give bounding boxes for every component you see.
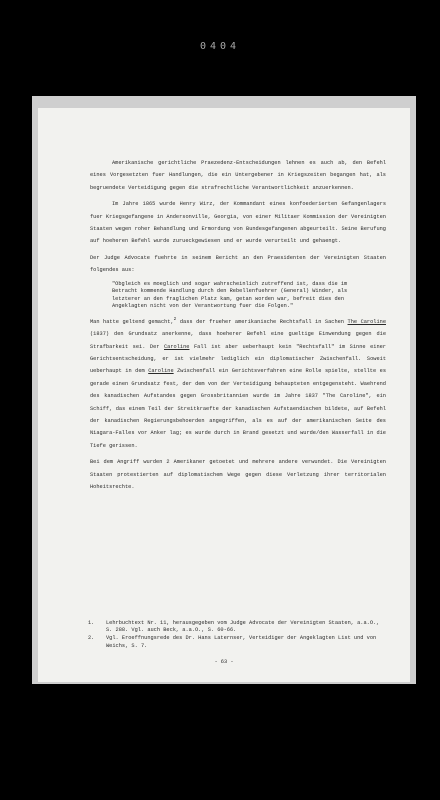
footnote-marker: 2: [173, 317, 177, 323]
caroline-text-5: Zwischenfall ein Gerichtsverfahren eine Rolle spielte, stellte es gerade einen Grundsatz fest, der dem von der Verteidigung behaupteten entgegensteht. Waehrend des kanadischen Aufstandes gegen Grossbritannien wurde im Jahre 1837 "The Caroline", ein Schiff, das einem Teil der Streitkraefte der kanadischen Aufstaendischen bildete, auf Befehl der kanadischen Regierungsbehoerden angegriffen, als es auf der amerikanischen Seite des Niagara-Falles vor Anker lag; es wurde durch in Brand gesetzt und wurde/den Wasserfall in die Tiefe gerissen.: [90, 368, 386, 449]
footnote-item: [88, 620, 384, 634]
paragraph-judge-advocate: Der Judge Advocate fuehrte in seinem Bericht an den Praesidenten der Vereinigten Staaten folgendes aus:: [90, 254, 386, 274]
block-quote: "Obgleich es moeglich und sogar wahrscheinlich zutreffend ist, dass die im Betracht kommende Handlung durch den Rebellenfuehrer (General) Winder, als letzterer an den fraglichen Platz kam, getan worden war, befreit dies den Angeklagten nicht von der Verantwortung fuer die Folgen.": [112, 280, 348, 310]
footnote-number: 1.: [88, 620, 95, 626]
paragraph-precedents: Amerikanische gerichtliche Praezedenz-Entscheidungen lehnen es auch ab, den Befehl eines Vorgesetzten fuer Handlungen, die ein Untergebener in Kriegszeiten begangen hat, als begruendete Verteidigung gegen die strafrechtliche Verantwortlichkeit anzuerkennen.: [90, 160, 386, 191]
case-name-2: Caroline: [164, 343, 190, 350]
document-page: [38, 108, 410, 682]
case-name: The Caroline: [347, 318, 386, 325]
footnote-text: Lehrbuchtext Nr. 11, herausgegeben vom Judge Advocate der Vereinigten Staaten, a.a.O., S. 288. Vgl. auch Beck, a.a.O., S. 60-66.: [106, 620, 380, 634]
caroline-text-2: dass der frueher amerikanische Rechtsfall in Sachen: [176, 318, 348, 325]
footnotes: [88, 620, 384, 651]
footnote-item: [88, 635, 384, 649]
paragraph-protest: Bei dem Angriff wurden 2 Amerikaner getoetet und mehrere andere verwundet. Die Vereinigten Staaten protestierten auf diplomatischem Wege gegen diese Verletzung ihrer territorialen Hoheitsrechte.: [90, 459, 386, 491]
footnote-text: Vgl. Eroeffnungsrede des Dr. Hans Laternser, Verteidiger der Angeklagten List und von Weichs, S. 7.: [106, 635, 377, 649]
case-name-3: Caroline: [148, 368, 174, 375]
paragraph-wirz: Im Jahre 1865 wurde Henry Wirz, der Kommandant eines konfoederierten Gefangenlagers fuer Kriegsgefangene in Andersonville, Georgia, von einer Militaer Kommission der Vereinigten Staaten wegen roher Behandlung und Ermordung von Bundesgefangenen abgeurteilt. Seine Berufung auf hoeheren Befehl wurde zurueckgewiesen und er wurde verurteilt und gehaengt.: [90, 201, 386, 245]
document-body: [90, 157, 386, 497]
caroline-text-1: Man hatte geltend gemacht,: [90, 318, 174, 325]
page-number: - 63 -: [214, 659, 234, 665]
frame-number: 0404: [199, 41, 241, 52]
caroline-text-4: Fall ist aber ueberhaupt kein "Rechtsfall" im Sinne einer Gerichtsentscheidung, er ist vielmehr lediglich ein diplomatischer Zwischenfall. Soweit ueberhaupt in dem: [90, 343, 386, 375]
paragraph-caroline: [90, 314, 386, 452]
footnote-number: 2.: [88, 635, 95, 642]
caroline-text-3: (1837) den Grundsatz anerkenne, dass hoeherer Befehl eine gueltige Einwendung gegen die Strafbarkeit sei. Der: [90, 331, 386, 350]
